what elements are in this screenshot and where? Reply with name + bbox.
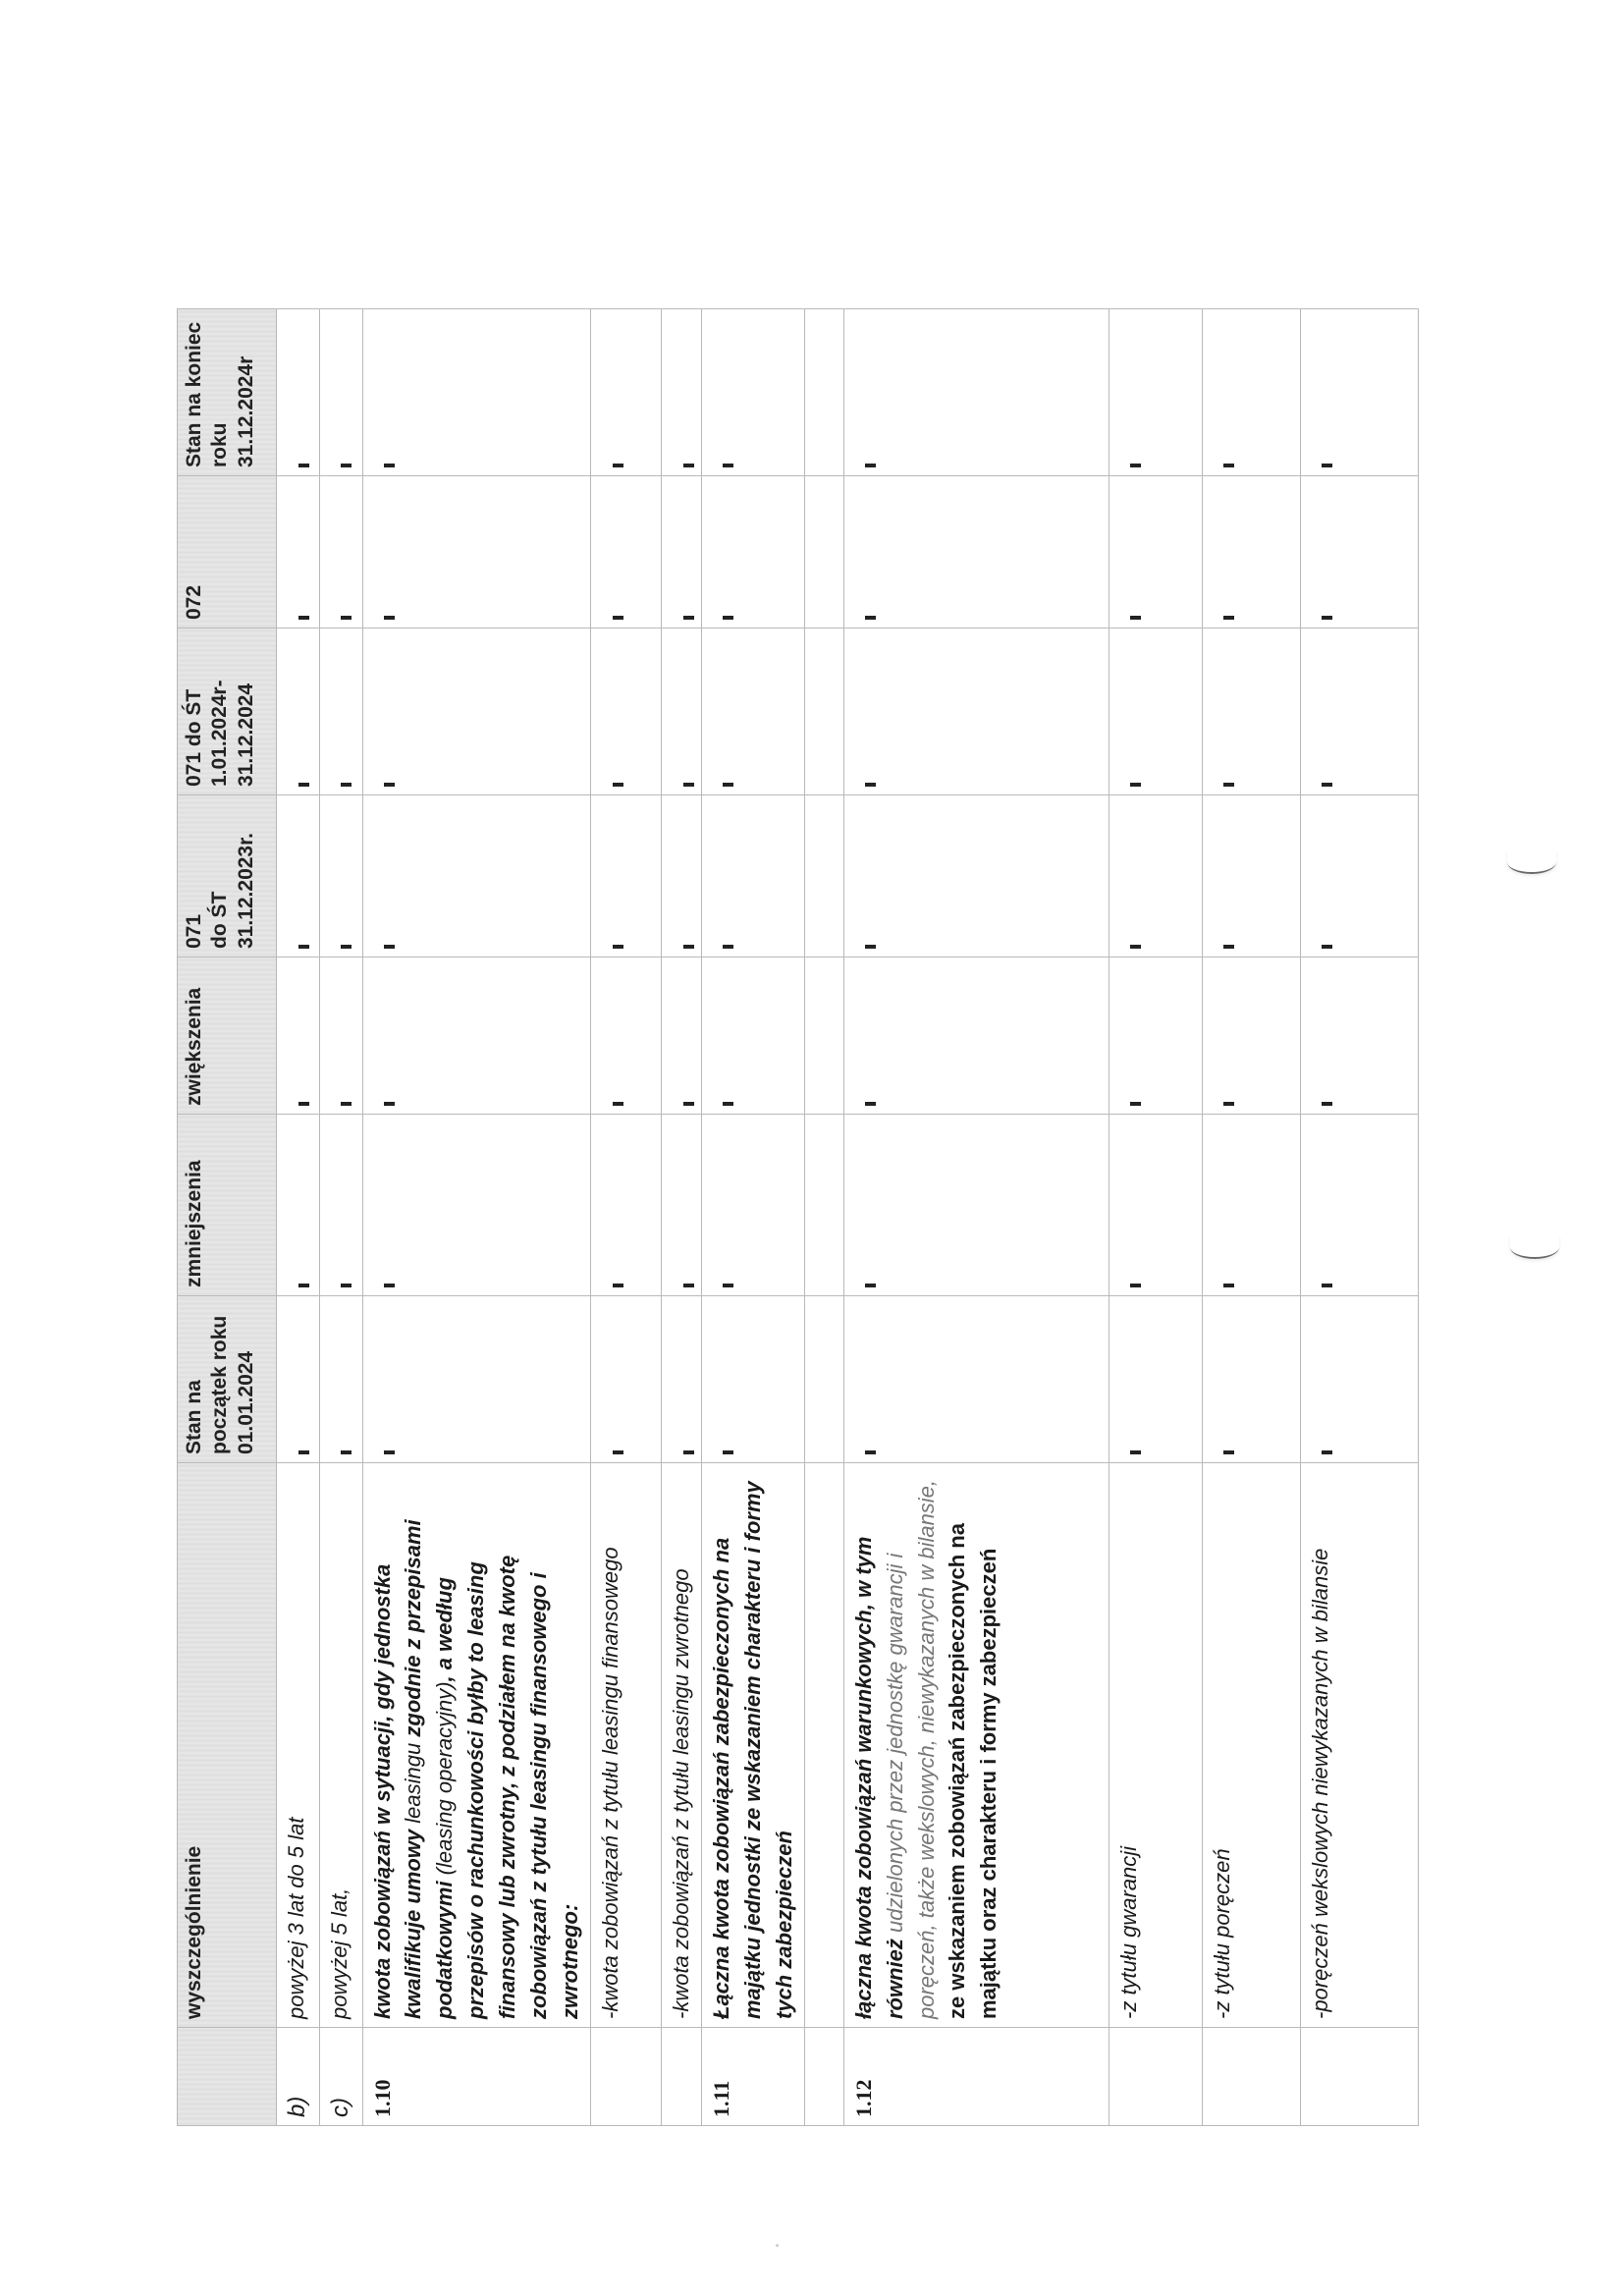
cell-071-2023 (843, 795, 1109, 957)
dash-mark (865, 783, 876, 787)
cell-end-of-year (804, 309, 843, 476)
header-end-line-1: Stan na koniec (183, 321, 205, 467)
dash-mark (723, 945, 733, 949)
dash-mark (723, 1284, 733, 1287)
cell-increases (661, 957, 701, 1115)
cell-start-of-year (277, 1296, 320, 1463)
dash-mark (1130, 464, 1141, 467)
cell-decreases (277, 1115, 320, 1296)
cell-072 (843, 476, 1109, 629)
row-description-rich (843, 1463, 1109, 2028)
desc-fragment: zgodnie z przepisami podatkowymi (401, 1519, 458, 2019)
table-row (362, 309, 590, 2126)
table-row (277, 309, 320, 2126)
cell-start-of-year (701, 1296, 804, 1463)
dash-mark (341, 616, 352, 620)
dash-mark (613, 464, 623, 467)
cell-071-2023 (1109, 795, 1202, 957)
cell-increases (590, 957, 661, 1115)
header-end-of-year (178, 309, 277, 476)
dash-mark (683, 1284, 694, 1287)
cell-end-of-year (590, 309, 661, 476)
row-number (1202, 2028, 1300, 2126)
desc-fragment: Łączna kwota zobowiązań zabezpieczonych na majątku jednostki ze wskazaniem charakteru i formy tych zabezpieczeń (708, 1481, 796, 2019)
cell-decreases (1202, 1115, 1300, 1296)
desc-fragment: kwalifikuje (401, 1903, 426, 2019)
cell-end-of-year (1202, 309, 1300, 476)
dash-mark (341, 1450, 352, 1454)
cell-071-2024 (661, 629, 701, 795)
dash-mark (683, 1102, 694, 1106)
dash-mark (723, 1102, 733, 1106)
row-number: 1.10 (362, 2028, 590, 2126)
cell-decreases (319, 1115, 362, 1296)
dash-mark (384, 945, 395, 949)
dash-mark (1130, 616, 1141, 620)
dash-mark (1130, 945, 1141, 949)
cell-072 (1300, 476, 1418, 629)
dash-mark (723, 1450, 733, 1454)
cell-071-2023 (362, 795, 590, 957)
dash-mark (341, 464, 352, 467)
row-number: 1.12 (843, 2028, 1109, 2126)
cell-start-of-year (590, 1296, 661, 1463)
cell-start-of-year (661, 1296, 701, 1463)
dash-mark (613, 783, 623, 787)
cell-071-2023 (277, 795, 320, 957)
cell-071-2024 (590, 629, 661, 795)
dash-mark (298, 616, 309, 620)
dash-mark (613, 1284, 623, 1287)
dash-mark (1322, 1450, 1332, 1454)
desc-fragment: w sytuacji, gdy jednostka (369, 1563, 395, 1825)
dash-mark (1223, 1284, 1234, 1287)
table-row (319, 309, 362, 2126)
dash-mark (613, 1102, 623, 1106)
dash-mark (1223, 1450, 1234, 1454)
row-description: -kwota zobowiązań z tytułu leasingu zwrotnego (661, 1463, 701, 2028)
desc-fragment: ze wskazaniem zobowiązań zabezpieczonych na majątku oraz charakteru i formy zabezpieczeń (945, 1523, 1001, 2019)
cell-071-2024 (319, 629, 362, 795)
cell-decreases (590, 1115, 661, 1296)
table-row (1109, 309, 1202, 2126)
table-row (661, 309, 701, 2126)
cell-072 (1109, 476, 1202, 629)
cell-071-2024 (1109, 629, 1202, 795)
cell-071-2024 (804, 629, 843, 795)
row-description: powyżej 3 lat do 5 lat (277, 1463, 320, 2028)
dash-mark (341, 945, 352, 949)
cell-072 (362, 476, 590, 629)
dash-mark (298, 1450, 309, 1454)
dash-mark (865, 1450, 876, 1454)
dash-mark (384, 1450, 395, 1454)
dash-mark (298, 464, 309, 467)
liabilities-table (177, 308, 1419, 2126)
dash-mark (341, 783, 352, 787)
cell-increases (843, 957, 1109, 1115)
dash-mark (1223, 464, 1234, 467)
scan-speck (776, 2244, 779, 2247)
cell-071-2023 (701, 795, 804, 957)
cell-increases (701, 957, 804, 1115)
dash-mark (384, 616, 395, 620)
header-start-of-year (178, 1296, 277, 1463)
desc-fragment: udzielonych przez jednostkę gwarancji i poręczeń, także wekslowych, (882, 1553, 939, 2019)
dash-mark (613, 616, 623, 620)
punch-hole-mark-lower (1510, 1235, 1559, 1259)
dash-mark (384, 1284, 395, 1287)
dash-mark (298, 945, 309, 949)
header-071-2024-line-3: 31.12.2024 (234, 683, 257, 787)
dash-mark (384, 1102, 395, 1106)
header-071-2024 (178, 629, 277, 795)
row-description: -poręczeń wekslowych niewykazanych w bilansie (1300, 1463, 1418, 2028)
cell-end-of-year (319, 309, 362, 476)
cell-start-of-year (1300, 1296, 1418, 1463)
dash-mark (298, 1284, 309, 1287)
dash-mark (723, 464, 733, 467)
cell-increases (319, 957, 362, 1115)
dash-mark (1322, 1284, 1332, 1287)
row-number (804, 2028, 843, 2126)
dash-mark (341, 1102, 352, 1106)
row-description: powyżej 5 lat, (319, 1463, 362, 2028)
cell-decreases (661, 1115, 701, 1296)
cell-end-of-year (362, 309, 590, 476)
cell-increases (362, 957, 590, 1115)
dash-mark (683, 1450, 694, 1454)
row-number (1109, 2028, 1202, 2126)
table-row (1202, 309, 1300, 2126)
dash-mark (1130, 1284, 1141, 1287)
header-end-line-2: roku (208, 422, 232, 467)
cell-start-of-year (843, 1296, 1109, 1463)
table-row (590, 309, 661, 2126)
cell-071-2023 (1202, 795, 1300, 957)
dash-mark (683, 464, 694, 467)
cell-072 (277, 476, 320, 629)
cell-decreases (701, 1115, 804, 1296)
desc-fragment: rachunkowości byłby to leasing finansowy lub zwrotny, z podziałem na kwotę zobowiązań z tytułu (463, 1555, 552, 2019)
row-number (661, 2028, 701, 2126)
header-number (178, 2028, 277, 2126)
table-row-empty (804, 309, 843, 2126)
cell-decreases (362, 1115, 590, 1296)
header-071-2023 (178, 795, 277, 957)
dash-mark (384, 464, 395, 467)
cell-end-of-year (843, 309, 1109, 476)
dash-mark (613, 945, 623, 949)
cell-decreases (804, 1115, 843, 1296)
dash-mark (1322, 1102, 1332, 1106)
cell-decreases (1109, 1115, 1202, 1296)
cell-071-2024 (843, 629, 1109, 795)
row-number: b) (277, 2028, 320, 2126)
desc-fragment: kwota zobowiązań (369, 1824, 395, 2019)
dash-mark (1223, 783, 1234, 787)
cell-decreases (1300, 1115, 1418, 1296)
header-description: wyszczególnienie (178, 1463, 277, 2028)
row-description: -kwota zobowiązań z tytułu leasingu finansowego (590, 1463, 661, 2028)
dash-mark (341, 1284, 352, 1287)
desc-fragment: (leasing operacyjny) (432, 1681, 458, 1876)
dash-mark (683, 945, 694, 949)
header-071-2024-line-1: 071 do ŚT (183, 688, 205, 787)
table-row (1300, 309, 1418, 2126)
cell-071-2024 (277, 629, 320, 795)
cell-071-2023 (319, 795, 362, 957)
dash-mark (1223, 1102, 1234, 1106)
header-072: 072 (178, 476, 277, 629)
dash-mark (865, 464, 876, 467)
cell-increases (804, 957, 843, 1115)
header-row (178, 309, 277, 2126)
dash-mark (1322, 464, 1332, 467)
cell-071-2023 (590, 795, 661, 957)
cell-end-of-year (1109, 309, 1202, 476)
table-row (843, 309, 1109, 2126)
dash-mark (298, 1102, 309, 1106)
dash-mark (1130, 1450, 1141, 1454)
cell-071-2023 (1300, 795, 1418, 957)
dash-mark (865, 1284, 876, 1287)
row-description (804, 1463, 843, 2028)
cell-072 (804, 476, 843, 629)
dash-mark (683, 783, 694, 787)
dash-mark (298, 783, 309, 787)
desc-fragment: leasingu (401, 1736, 426, 1824)
header-decreases: zmniejszenia (178, 1115, 277, 1296)
header-start-line-3: 01.01.2024 (234, 1350, 257, 1454)
header-start-line-1: Stan na (183, 1380, 205, 1454)
dash-mark (1223, 945, 1234, 949)
rotated-page (177, 309, 1399, 2126)
table-row (701, 309, 804, 2126)
desc-fragment: umowy (401, 1823, 426, 1904)
cell-start-of-year (804, 1296, 843, 1463)
dash-mark (683, 616, 694, 620)
dash-mark (723, 616, 733, 620)
row-description (701, 1463, 804, 2028)
desc-fragment: niewykazanych w bilansie, (913, 1479, 939, 1733)
cell-071-2024 (1300, 629, 1418, 795)
cell-start-of-year (362, 1296, 590, 1463)
header-start-line-2: początek roku (208, 1315, 232, 1454)
dash-mark (1223, 616, 1234, 620)
dash-mark (1130, 783, 1141, 787)
cell-increases (1202, 957, 1300, 1115)
cell-072 (661, 476, 701, 629)
dash-mark (1322, 783, 1332, 787)
desc-fragment: leasingu finansowego i zwrotnego: (526, 1572, 582, 2019)
cell-end-of-year (701, 309, 804, 476)
row-description: -z tytułu poręczeń (1202, 1463, 1300, 2028)
header-end-line-3: 31.12.2024r (234, 355, 257, 467)
cell-increases (1109, 957, 1202, 1115)
cell-071-2023 (661, 795, 701, 957)
cell-start-of-year (1109, 1296, 1202, 1463)
dash-mark (865, 945, 876, 949)
dash-mark (1322, 945, 1332, 949)
cell-decreases (843, 1115, 1109, 1296)
dash-mark (723, 783, 733, 787)
dash-mark (613, 1450, 623, 1454)
row-number (1300, 2028, 1418, 2126)
dash-mark (1130, 1102, 1141, 1106)
cell-increases (277, 957, 320, 1115)
cell-start-of-year (319, 1296, 362, 1463)
cell-072 (701, 476, 804, 629)
cell-increases (1300, 957, 1418, 1115)
dash-mark (384, 783, 395, 787)
dash-mark (865, 616, 876, 620)
dash-mark (1322, 616, 1332, 620)
cell-071-2023 (804, 795, 843, 957)
header-071-2023-line-3: 31.12.2023r. (234, 833, 257, 949)
desc-fragment: , a według przepisów o (432, 1577, 489, 2019)
row-number: 1.11 (701, 2028, 804, 2126)
punch-hole-mark-upper (1507, 850, 1556, 874)
row-description: -z tytułu gwarancji (1109, 1463, 1202, 2028)
cell-end-of-year (661, 309, 701, 476)
cell-end-of-year (277, 309, 320, 476)
row-description-rich (362, 1463, 590, 2028)
cell-start-of-year (1202, 1296, 1300, 1463)
header-071-2023-line-2: do ŚT (208, 891, 232, 949)
header-071-2024-line-2: 1.01.2024r- (208, 680, 232, 787)
cell-end-of-year (1300, 309, 1418, 476)
cell-072 (319, 476, 362, 629)
desc-fragment: łączna kwota zobowiązań warunkowych, w tym również (850, 1536, 907, 2019)
row-number (590, 2028, 661, 2126)
cell-072 (1202, 476, 1300, 629)
cell-071-2024 (701, 629, 804, 795)
header-increases: zwiększenia (178, 957, 277, 1115)
row-number: c) (319, 2028, 362, 2126)
dash-mark (865, 1102, 876, 1106)
header-071-2023-line-1: 071 (183, 913, 205, 949)
cell-071-2024 (362, 629, 590, 795)
cell-072 (590, 476, 661, 629)
cell-071-2024 (1202, 629, 1300, 795)
